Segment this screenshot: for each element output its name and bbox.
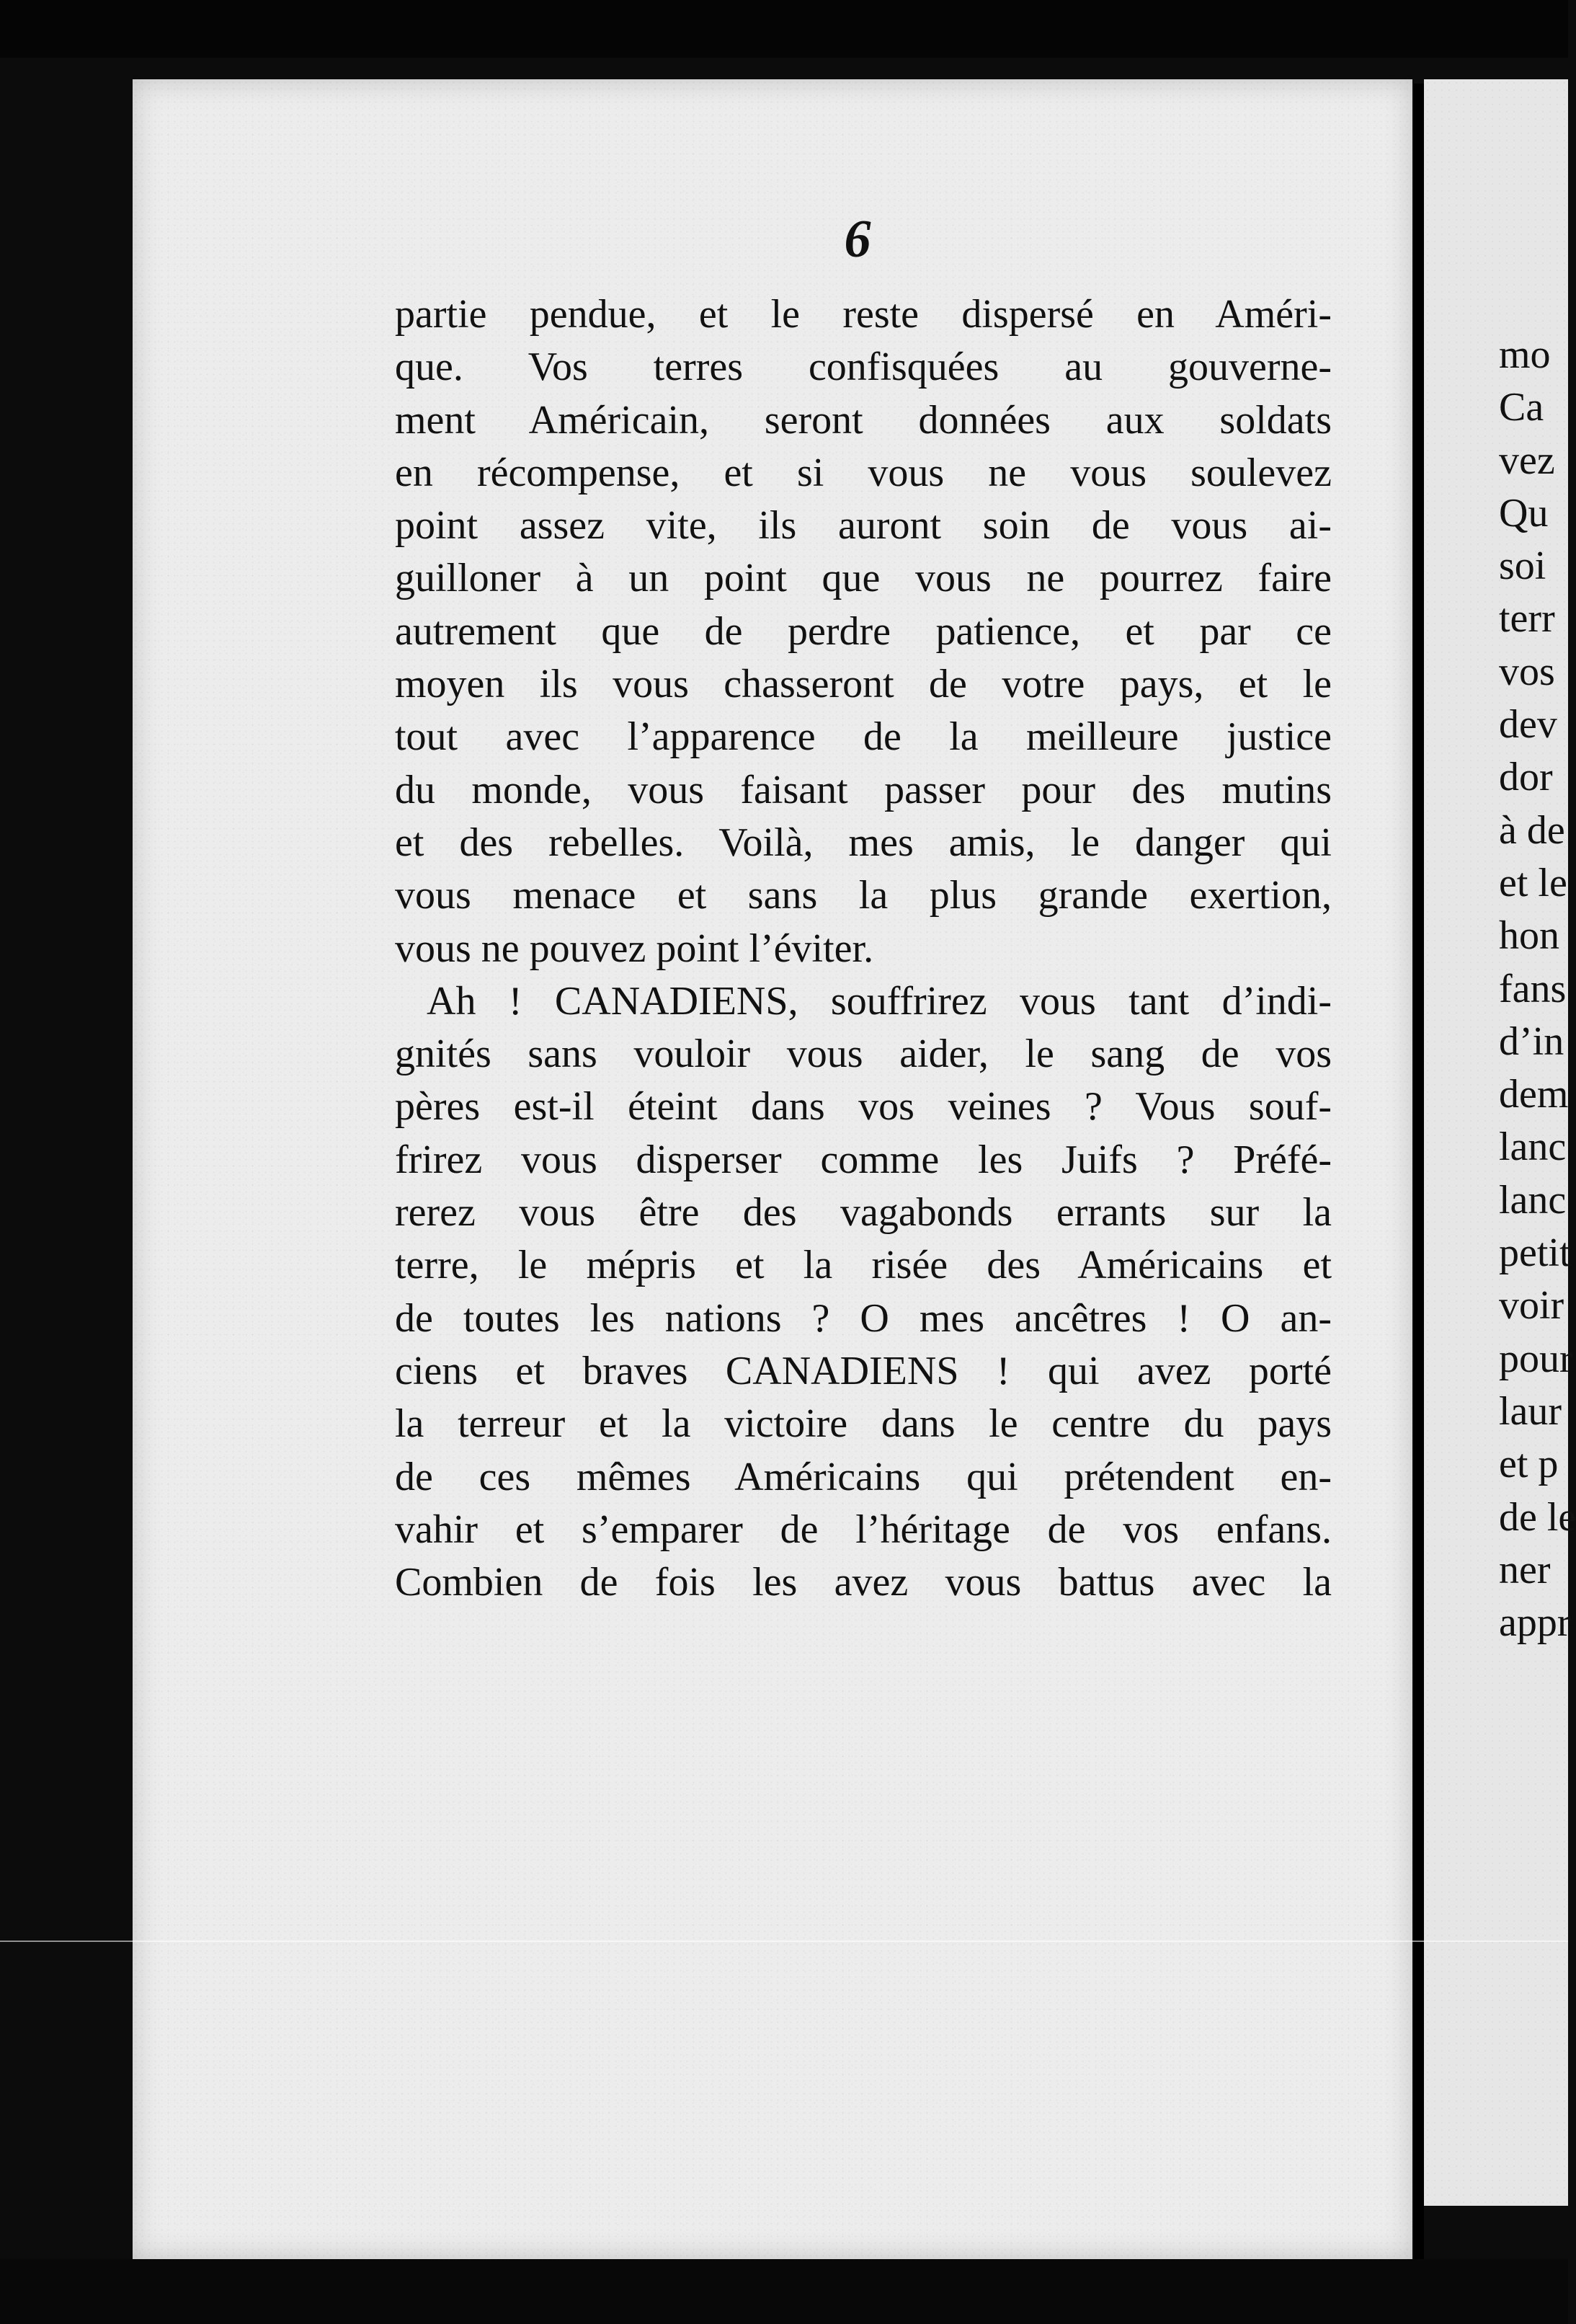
- text-line: tout avec l’apparence de la meilleure justice: [395, 714, 1332, 760]
- text-line: ment Américain, seront données aux soldats: [395, 397, 1332, 443]
- text-line: ciens et braves CANADIENS ! qui avez porté: [395, 1348, 1332, 1393]
- text-line: de ces mêmes Américains qui prétendent en-: [395, 1454, 1332, 1499]
- adjacent-fragment: lanc: [1499, 1125, 1567, 1170]
- page-body-text: [395, 288, 1332, 1609]
- text-line: vous ne pouvez point l’éviter.: [395, 926, 874, 971]
- text-line: rerez vous être des vagabonds errants sur la: [395, 1190, 1332, 1236]
- adjacent-fragment: de le: [1499, 1494, 1576, 1540]
- adjacent-fragment: dem: [1499, 1072, 1569, 1117]
- adjacent-fragment: ner: [1499, 1547, 1551, 1592]
- text-line: du monde, vous faisant passer pour des mutins: [395, 767, 1332, 812]
- text-line: et des rebelles. Voilà, mes amis, le danger qui: [395, 820, 1332, 865]
- text-line: guilloner à un point que vous ne pourrez faire: [395, 556, 1332, 601]
- scan-artifact-line: [0, 1941, 1568, 1942]
- text-line: vahir et s’emparer de l’héritage de vos enfans.: [395, 1507, 1332, 1552]
- adjacent-fragment: appr: [1499, 1600, 1571, 1646]
- adjacent-fragment: fans: [1499, 966, 1567, 1011]
- scan-border-top: [0, 0, 1568, 58]
- text-line: autrement que de perdre patience, et par ce: [395, 608, 1332, 654]
- adjacent-fragment: mo: [1499, 332, 1551, 377]
- text-line: pères est-il éteint dans vos veines ? Vous souf-: [395, 1084, 1332, 1130]
- text-line: moyen ils vous chasseront de votre pays, et le: [395, 662, 1332, 707]
- adjacent-fragment: Ca: [1499, 385, 1544, 430]
- adjacent-fragment: hon: [1499, 913, 1559, 959]
- adjacent-fragment: laur: [1499, 1388, 1562, 1434]
- text-line: point assez vite, ils auront soin de vous ai-: [395, 503, 1332, 549]
- adjacent-fragment: à de: [1499, 807, 1565, 853]
- adjacent-page-text: [1499, 329, 1576, 1649]
- text-line: terre, le mépris et la risée des Américains et: [395, 1243, 1332, 1288]
- text-line: la terreur et la victoire dans le centre du pays: [395, 1401, 1332, 1447]
- adjacent-fragment: et p: [1499, 1442, 1559, 1487]
- adjacent-fragment: dor: [1499, 755, 1553, 800]
- adjacent-fragment: d’in: [1499, 1019, 1564, 1064]
- adjacent-fragment: vez: [1499, 438, 1555, 483]
- text-line: partie pendue, et le reste dispersé en Améri-: [395, 292, 1332, 337]
- text-line: Ah ! CANADIENS, souffrirez vous tant d’indi-: [427, 978, 1332, 1024]
- adjacent-fragment: terr: [1499, 596, 1555, 642]
- adjacent-fragment: et le: [1499, 860, 1567, 905]
- adjacent-fragment: petit: [1499, 1230, 1571, 1276]
- text-line: vous menace et sans la plus grande exertion,: [395, 873, 1332, 918]
- adjacent-fragment: soi: [1499, 544, 1546, 589]
- adjacent-fragment: vos: [1499, 649, 1555, 694]
- adjacent-fragment: pour: [1499, 1336, 1573, 1381]
- adjacent-fragment: dev: [1499, 702, 1557, 748]
- text-line: gnités sans vouloir vous aider, le sang de vos: [395, 1032, 1332, 1077]
- book-gutter: [1414, 84, 1424, 2297]
- text-line: en récompense, et si vous ne vous soulevez: [395, 450, 1332, 495]
- adjacent-fragment: Qu: [1499, 490, 1549, 536]
- text-line: de toutes les nations ? O mes ancêtres ! O an-: [395, 1295, 1332, 1341]
- text-line: frirez vous disperser comme les Juifs ? Préfé-: [395, 1137, 1332, 1182]
- adjacent-fragment: voir: [1499, 1283, 1564, 1329]
- adjacent-fragment: lanc: [1499, 1177, 1567, 1223]
- text-line: que. Vos terres confisquées au gouverne-: [395, 345, 1332, 390]
- page-number: 6: [844, 210, 871, 269]
- text-line: Combien de fois les avez vous battus avec la: [395, 1560, 1332, 1605]
- scan-border-bottom: [0, 2259, 1568, 2324]
